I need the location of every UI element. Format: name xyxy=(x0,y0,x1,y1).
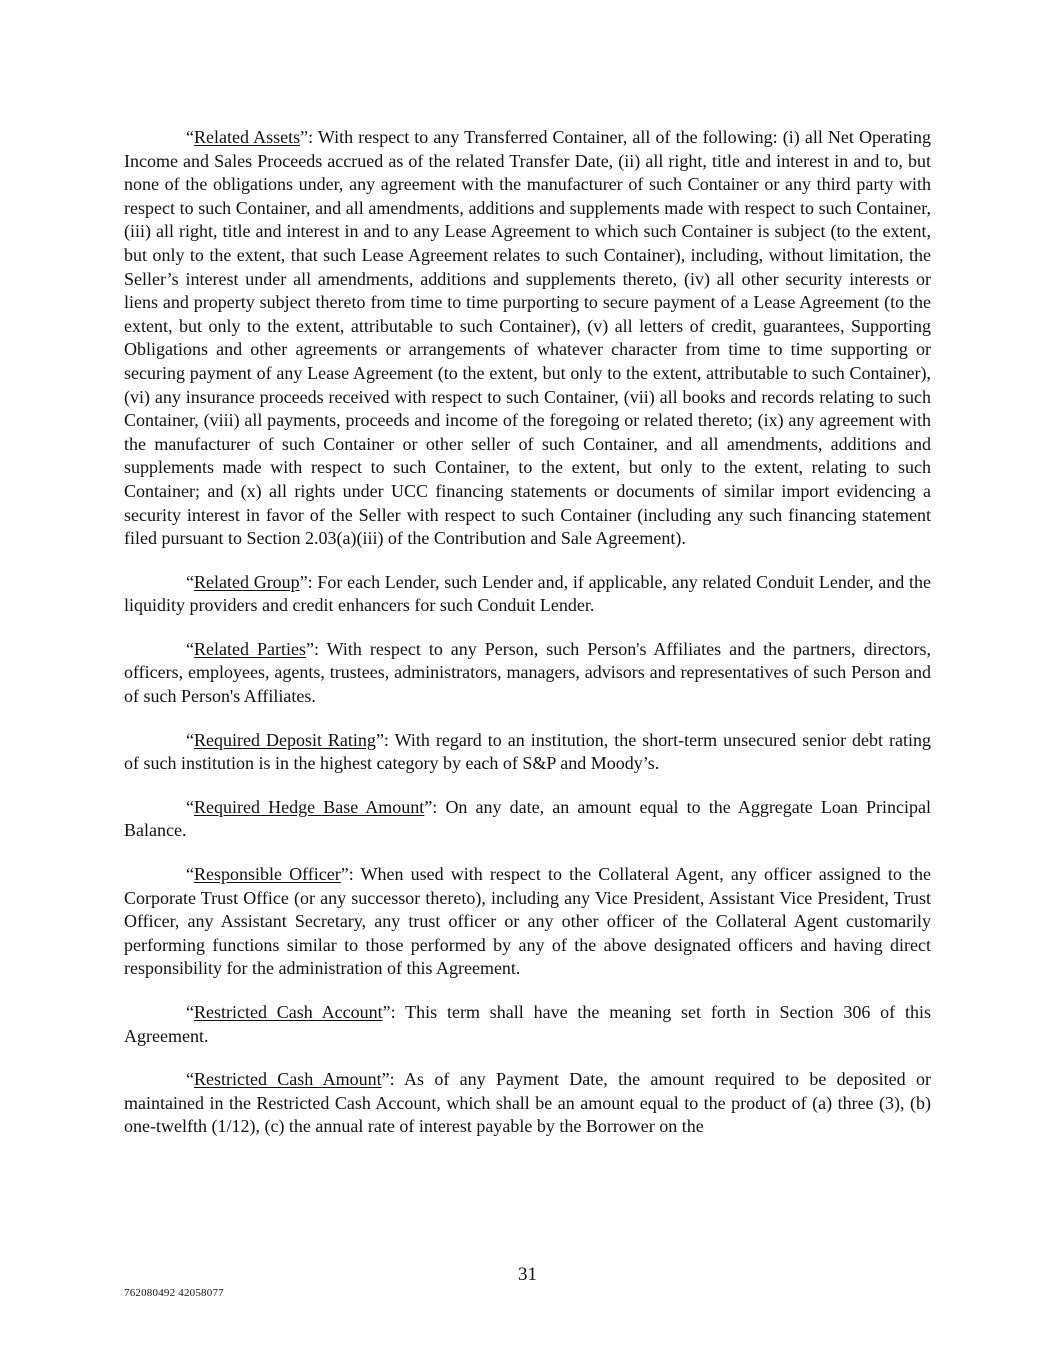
defined-term: Restricted Cash Amount xyxy=(194,1069,382,1090)
definition-text: With respect to any Transferred Container, all of the following: (i) all Net Operating Income and Sales Proceeds accrued as of the related Transfer Date, (ii) all right, title and interest in and to, but none of the obligations under, any agreement with the manufacturer of such Container or any third party with respect to such Container, and all amendments, additions and supplements made with respect to such Container, (iii) all right, title and interest in and to any Lease Agreement to which such Container is subject (to the extent, but only to the extent, that such Lease Agreement relates to such Container), including, without limitation, the Seller’s interest under all amendments, additions and supplements thereto, (iv) all other security interests or liens and property subject thereto from time to time purporting to secure payment of a Lease Agreement (to the extent, but only to the extent, attributable to such Container), (v) all letters of credit, guarantees, Supporting Obligations and other agreements or arrangements of whatever character from time to time supporting or securing payment of any Lease Agreement (to the extent, but only to the extent, attributable to such Container), (vi) any insurance proceeds received with respect to such Container, (vii) all books and records relating to such Container, (viii) all payments, proceeds and income of the foregoing or related thereto; (ix) any agreement with the manufacturer of such Container or other seller of such Container, and all amendments, additions and supplements made with respect to such Container, to the extent, but only to the extent, relating to such Container; and (x) all rights under UCC financing statements or documents of similar import evidencing a security interest in favor of the Seller with respect to such Container (including any such financing statement filed pursuant to Section 2.03(a)(iii) of the Contribution and Sale Agreement). xyxy=(124,127,931,549)
page-number: 31 xyxy=(518,1264,537,1285)
definition-text: With regard to an institution, the short-term unsecured senior debt rating of such institution is in the highest category by each of S&P and Moody’s. xyxy=(124,729,932,774)
definition-paragraph xyxy=(124,863,931,981)
definition-paragraph xyxy=(124,796,931,843)
definition-text: When used with respect to the Collateral Agent, any officer assigned to the Corporate Trust Office (or any successor thereto), including any Vice President, Assistant Vice President, Trust Officer, any Assistant Secretary, any trust officer or any other officer of the Collateral Agent customarily performing functions similar to those performed by any of the above designated officers and having direct responsibility for the administration of this Agreement. xyxy=(124,864,932,979)
definition-paragraph xyxy=(124,571,931,618)
definition-text: This term shall have the meaning set forth in Section 306 of this Agreement. xyxy=(124,1002,931,1046)
defined-term: Required Hedge Base Amount xyxy=(194,796,425,817)
open-quote: “ xyxy=(186,729,194,750)
term-separator: ”: xyxy=(381,1069,404,1090)
definition-paragraph xyxy=(124,126,931,551)
term-separator: ”: xyxy=(305,638,327,659)
definition-paragraph xyxy=(124,1001,931,1048)
document-id: 762080492 42058077 xyxy=(124,1287,224,1299)
open-quote: “ xyxy=(186,1069,194,1090)
definition-paragraph xyxy=(124,638,931,709)
open-quote: “ xyxy=(186,796,194,817)
definition-paragraph xyxy=(124,1068,931,1139)
defined-term: Related Group xyxy=(194,571,300,592)
open-quote: “ xyxy=(186,1002,194,1022)
term-separator: ”: xyxy=(300,127,318,147)
defined-term: Responsible Officer xyxy=(194,864,341,885)
definitions-body xyxy=(124,126,931,1159)
term-separator: ”: xyxy=(375,729,395,750)
open-quote: “ xyxy=(186,864,194,885)
defined-term: Required Deposit Rating xyxy=(194,729,376,750)
definition-text: With respect to any Person, such Person's Affiliates and the partners, directors, officers, employees, agents, trustees, administrators, managers, advisors and representatives of such Person and of such Person's Affiliates. xyxy=(124,638,931,707)
open-quote: “ xyxy=(186,638,194,659)
term-separator: ”: xyxy=(424,796,446,817)
open-quote: “ xyxy=(186,127,194,147)
term-separator: ”: xyxy=(299,571,318,592)
term-separator: ”: xyxy=(382,1002,406,1022)
definition-paragraph xyxy=(124,729,931,776)
definition-text: On any date, an amount equal to the Aggregate Loan Principal Balance. xyxy=(124,796,931,841)
definition-text: As of any Payment Date, the amount required to be deposited or maintained in the Restricted Cash Account, which shall be an amount equal to the product of (a) three (3), (b) one-twelfth (1/12), (c) the annual rate of interest payable by the Borrower on the xyxy=(124,1069,931,1137)
defined-term: Restricted Cash Account xyxy=(194,1002,383,1022)
defined-term: Related Assets xyxy=(194,127,301,147)
defined-term: Related Parties xyxy=(194,638,306,659)
open-quote: “ xyxy=(186,571,194,592)
definition-text: For each Lender, such Lender and, if applicable, any related Conduit Lender, and the liquidity providers and credit enhancers for such Conduit Lender. xyxy=(124,571,931,616)
term-separator: ”: xyxy=(340,864,361,885)
